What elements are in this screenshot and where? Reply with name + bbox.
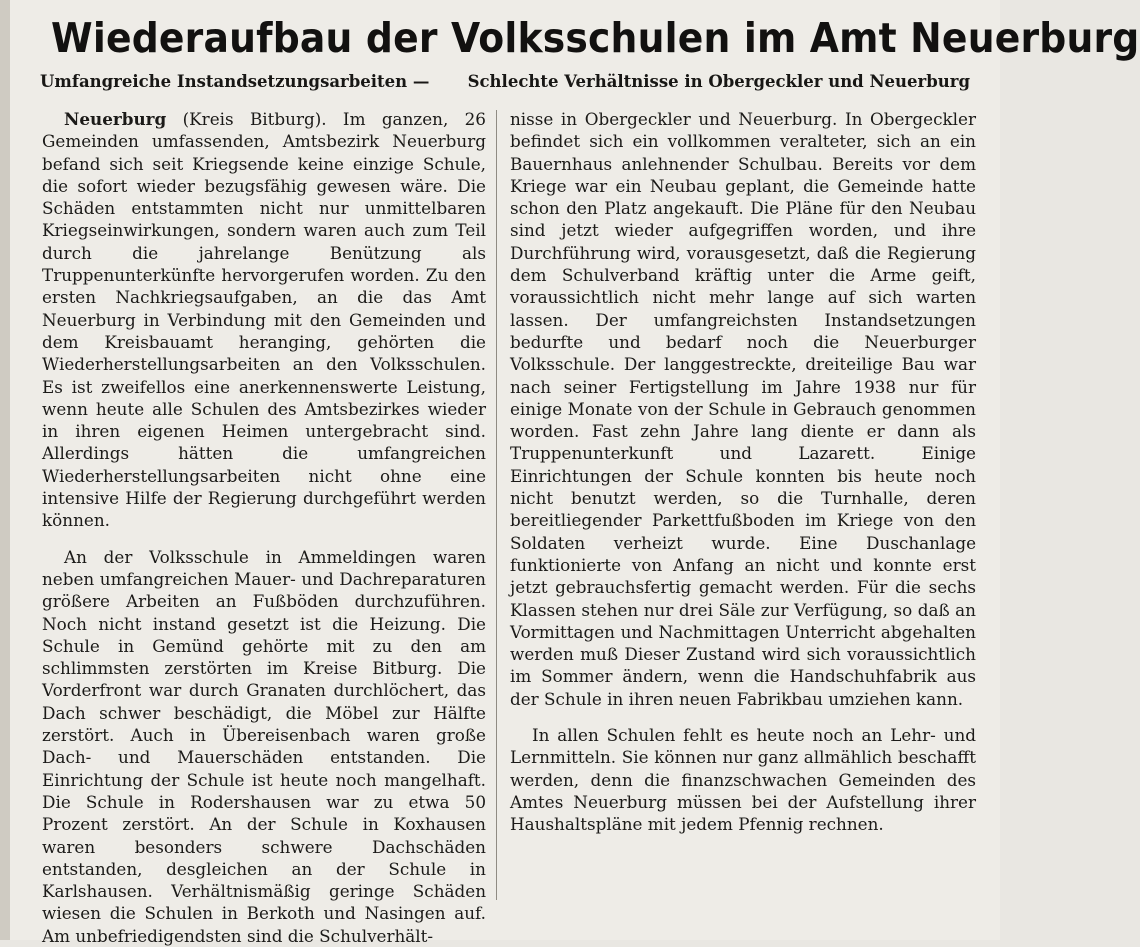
subheadline-left: Umfangreiche Instandsetzungsarbeiten — bbox=[40, 72, 430, 91]
subheadline-right: Schlechte Verhältnisse in Obergeckler und Neuerburg bbox=[467, 72, 970, 91]
right-paragraph-2: In allen Schulen fehlt es heute noch an Lehr- und Lernmitteln. Sie können nur ganz allmählich beschafft werden, denn die finanzschwachen Gemeinden des Amtes Neuerburg müssen bei der Aufstellung ihrer Haushaltspläne mit jedem Pfennig rechnen. bbox=[510, 725, 976, 835]
left-paragraph-2: An der Volksschule in Ammeldingen waren neben umfangreichen Mauer- und Dachreparaturen größere Arbeiten an Fußböden durchzuführen. Noch nicht instand gesetzt ist die Heizung. Die Schule in Gemünd gehörte mit zu den am schlimmsten zerstörten im Kreise Bitburg. Die Vorderfront war durch Granaten durchlöchert, das Dach schwer beschädigt, die Möbel zur Hälfte zerstört. Auch in Übereisenbach waren große Dach- und Mauerschäden entstanden. Die Einrichtung der Schule ist heute noch mangelhaft. Die Schule in Rodershausen war zu etwa 50 Prozent zerstört. An der Schule in Koxhausen waren besonders schwere Dachschäden entstanden, desgleichen an der Schule in Karlshausen. Verhältnismäßig geringe Schäden wiesen die Schulen in Berkoth und Nasingen auf. Am unbefriedigendsten sind die Schulverhält- bbox=[42, 546, 486, 946]
headline: Wiederaufbau der Volksschulen im Amt Neuerburg bbox=[51, 14, 1140, 62]
left-paragraph-1-text: (Kreis Bitburg). Im ganzen, 26 Gemeinden umfassenden, Amtsbezirk Neuerburg befand sich seit Kriegsende keine einzige Schule, die sofort wieder bezugsfähig gewesen wäre. Die Schäden entstammten nicht nur unmittelbaren Kriegseinwirkungen, sondern waren auch zum Teil durch die jahrelange Benützung als Truppenunterkünfte hervorgerufen worden. Zu den ersten Nachkriegsaufgaben, an die das Amt Neuerburg in Verbindung mit den Gemeinden und dem Kreisbauamt heranging, gehörten die Wiederherstellungsarbeiten an den Volksschulen. Es ist zweifellos eine anerkennenswerte Leistung, wenn heute alle Schulen des Amtsbezirkes wieder in ihren eigenen Heimen untergebracht sind. Allerdings hätten die umfangreichen Wiederherstellungsarbeiten nicht ohne eine intensive Hilfe der Regierung durchgeführt werden können. bbox=[42, 109, 486, 531]
show-through-text bbox=[60, 915, 990, 935]
subheadline bbox=[40, 70, 970, 94]
clipping-edge bbox=[0, 0, 10, 940]
column-divider bbox=[496, 110, 497, 900]
right-column bbox=[510, 108, 976, 836]
left-column bbox=[42, 108, 486, 947]
right-paragraph-1: nisse in Obergeckler und Neuerburg. In Obergeckler befindet sich ein vollkommen veralteter, sich an ein Bauernhaus anlehnender Schulbau. Bereits vor dem Kriege war ein Neubau geplant, die Gemeinde hatte schon den Platz angekauft. Die Pläne für den Neubau sind jetzt wieder aufgegriffen worden, und ihre Durchführung wird, vorausgesetzt, daß die Regierung dem Schulverband kräftig unter die Arme geift, voraussichtlich nicht mehr lange auf sich warten lassen. Der umfangreichsten Instandsetzungen bedurfte und bedarf noch die Neuerburger Volksschule. Der langgestreckte, dreiteilige Bau war nach seiner Fertigstellung im Jahre 1938 nur für einige Monate von der Schule in Gebrauch genommen worden. Fast zehn Jahre lang diente er dann als Truppenunterkunft und Lazarett. Einige Einrichtungen der Schule konnten bis heute noch nicht benutzt werden, so die Turnhalle, deren bereitliegender Parkettfußboden im Kriege von den Soldaten verheizt wurde. Eine Duschanlage funktionierte von Anfang an nicht und konnte erst jetzt gebrauchsfertig gemacht werden. Für die sechs Klassen stehen nur drei Säle zur Verfügung, so daß an Vormittagen und Nachmittagen Unterricht abgehalten werden muß Dieser Zustand wird sich voraussichtlich im Sommer ändern, wenn die Handschuhfabrik aus der Schule in ihren neuen Fabrikbau umziehen kann. bbox=[510, 109, 976, 709]
left-paragraph-1 bbox=[42, 108, 486, 532]
dateline: Neuerburg bbox=[64, 109, 167, 129]
